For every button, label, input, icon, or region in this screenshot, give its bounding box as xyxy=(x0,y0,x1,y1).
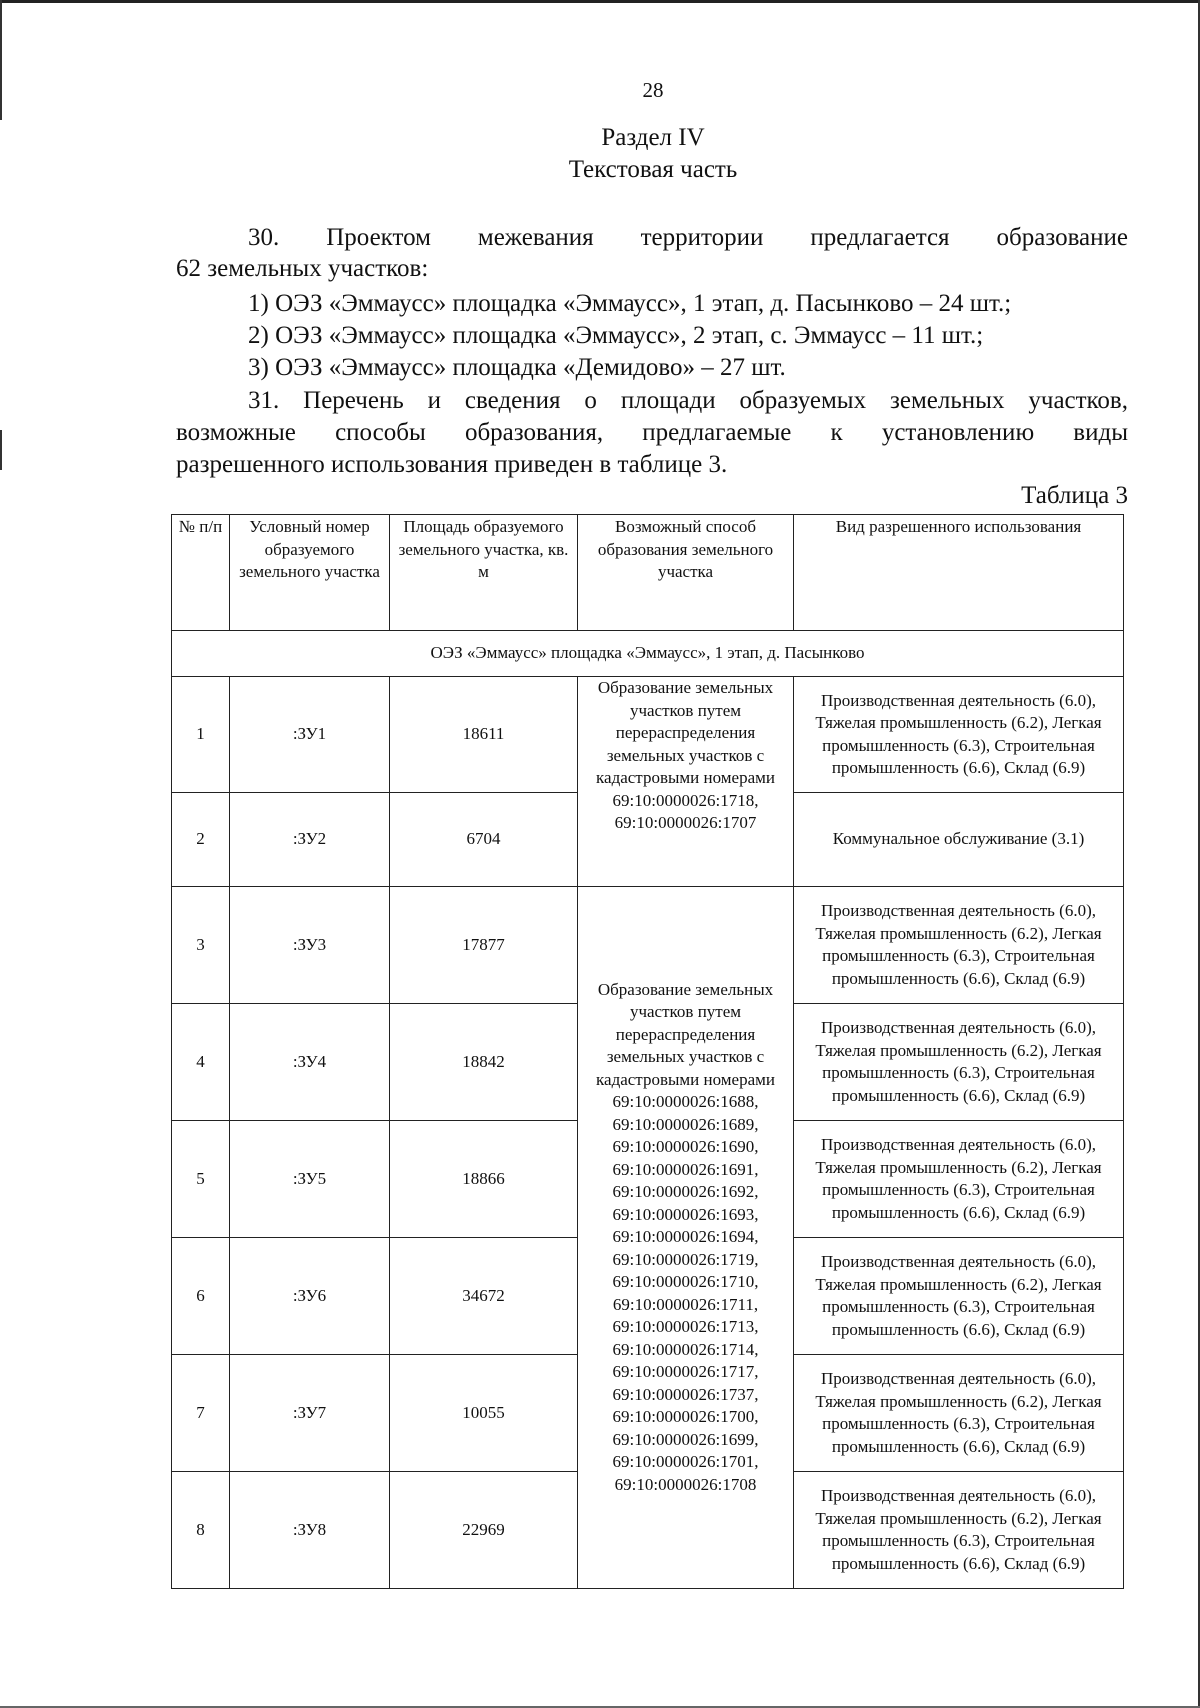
row-code: :ЗУ5 xyxy=(230,1121,390,1238)
row-area: 6704 xyxy=(390,793,578,887)
list-item-1: 1) ОЭЗ «Эммаусс» площадка «Эммаусс», 1 этап, д. Пасынково – 24 шт.; xyxy=(248,290,1012,317)
row-area: 18866 xyxy=(390,1121,578,1238)
row-num: 4 xyxy=(172,1004,230,1121)
row-usage: Коммунальное обслуживание (3.1) xyxy=(794,793,1124,887)
list-item-3: 3) ОЭЗ «Эммаусс» площадка «Демидово» – 27 шт. xyxy=(248,354,786,381)
paragraph-31-line-2: возможные способы образования, предлагаемые к установлению виды xyxy=(176,419,1128,446)
section-title: Раздел IV xyxy=(601,124,705,151)
table-caption: Таблица 3 xyxy=(1021,482,1128,509)
group-row xyxy=(172,631,1124,677)
row-area: 17877 xyxy=(390,887,578,1004)
header-area: Площадь образуемого земельного участка, кв. м xyxy=(390,515,578,631)
row-area: 10055 xyxy=(390,1355,578,1472)
group-title: ОЭЗ «Эммаусс» площадка «Эммаусс», 1 этап, д. Пасынково xyxy=(172,631,1124,677)
row-code: :ЗУ4 xyxy=(230,1004,390,1121)
row-code: :ЗУ7 xyxy=(230,1355,390,1472)
row-num: 2 xyxy=(172,793,230,887)
header-num: № п/п xyxy=(172,515,230,631)
section-subtitle: Текстовая часть xyxy=(568,156,738,183)
row-usage: Производственная деятельность (6.0), Тяжелая промышленность (6.2), Легкая промышленность (6.3), Строительная промышленность (6.6), Склад (6.9) xyxy=(794,1004,1124,1121)
row-usage: Производственная деятельность (6.0), Тяжелая промышленность (6.2), Легкая промышленность (6.3), Строительная промышленность (6.6), Склад (6.9) xyxy=(794,1355,1124,1472)
row-usage: Производственная деятельность (6.0), Тяжелая промышленность (6.2), Легкая промышленность (6.3), Строительная промышленность (6.6), Склад (6.9) xyxy=(794,677,1124,793)
row-area: 34672 xyxy=(390,1238,578,1355)
row-num: 3 xyxy=(172,887,230,1004)
list-item-2: 2) ОЭЗ «Эммаусс» площадка «Эммаусс», 2 этап, с. Эммаусс – 11 шт.; xyxy=(248,322,984,349)
row-usage: Производственная деятельность (6.0), Тяжелая промышленность (6.2), Легкая промышленность (6.3), Строительная промышленность (6.6), Склад (6.9) xyxy=(794,1472,1124,1589)
row-code: :ЗУ2 xyxy=(230,793,390,887)
table-row xyxy=(172,677,1124,793)
paragraph-31-line-1: 31. Перечень и сведения о площади образуемых земельных участков, xyxy=(248,387,1128,414)
row-code: :ЗУ6 xyxy=(230,1238,390,1355)
method-cell-a: Образование земельных участков путем перераспределения земельных участков с кадастровыми номерами 69:10:0000026:1718, 69:10:0000026:1707 xyxy=(578,677,794,887)
row-num: 6 xyxy=(172,1238,230,1355)
row-num: 7 xyxy=(172,1355,230,1472)
header-usage: Вид разрешенного использования xyxy=(794,515,1124,631)
header-cond-num: Условный номер образуемого земельного участка xyxy=(230,515,390,631)
row-area: 18611 xyxy=(390,677,578,793)
row-usage: Производственная деятельность (6.0), Тяжелая промышленность (6.2), Легкая промышленность (6.3), Строительная промышленность (6.6), Склад (6.9) xyxy=(794,887,1124,1004)
row-code: :ЗУ8 xyxy=(230,1472,390,1589)
header-method: Возможный способ образования земельного участка xyxy=(578,515,794,631)
row-num: 1 xyxy=(172,677,230,793)
paragraph-30-line-2: 62 земельных участков: xyxy=(176,255,429,282)
table-row xyxy=(172,887,1124,1004)
row-usage: Производственная деятельность (6.0), Тяжелая промышленность (6.2), Легкая промышленность (6.3), Строительная промышленность (6.6), Склад (6.9) xyxy=(794,1121,1124,1238)
scan-border-left-mark xyxy=(0,430,2,470)
scan-border-top xyxy=(0,0,1200,3)
method-cell-b: Образование земельных участков путем перераспределения земельных участков с кадастровыми номерами 69:10:0000026:1688, 69:10:0000026:1689, 69:10:0000026:1690, 69:10:0000026:1691, 69:10:0000026:1692, 69:10:0000026:1693, 69:10:0000026:1694, 69:10:0000026:1719, 69:10:0000026:1710, 69:10:0000026:1711, 69:10:0000026:1713, 69:10:0000026:1714, 69:10:0000026:1717, 69:10:0000026:1737, 69:10:0000026:1700, 69:10:0000026:1699, 69:10:0000026:1701, 69:10:0000026:1708 xyxy=(578,887,794,1589)
row-area: 22969 xyxy=(390,1472,578,1589)
row-usage: Производственная деятельность (6.0), Тяжелая промышленность (6.2), Легкая промышленность (6.3), Строительная промышленность (6.6), Склад (6.9) xyxy=(794,1238,1124,1355)
land-plots-table xyxy=(171,514,1124,1589)
row-code: :ЗУ3 xyxy=(230,887,390,1004)
row-code: :ЗУ1 xyxy=(230,677,390,793)
page-number: 28 xyxy=(642,78,664,102)
table-header-row xyxy=(172,515,1124,631)
row-area: 18842 xyxy=(390,1004,578,1121)
paragraph-30-line-1: 30. Проектом межевания территории предлагается образование xyxy=(248,224,1128,251)
paragraph-31-line-3: разрешенного использования приведен в таблице 3. xyxy=(176,451,728,478)
row-num: 8 xyxy=(172,1472,230,1589)
row-num: 5 xyxy=(172,1121,230,1238)
